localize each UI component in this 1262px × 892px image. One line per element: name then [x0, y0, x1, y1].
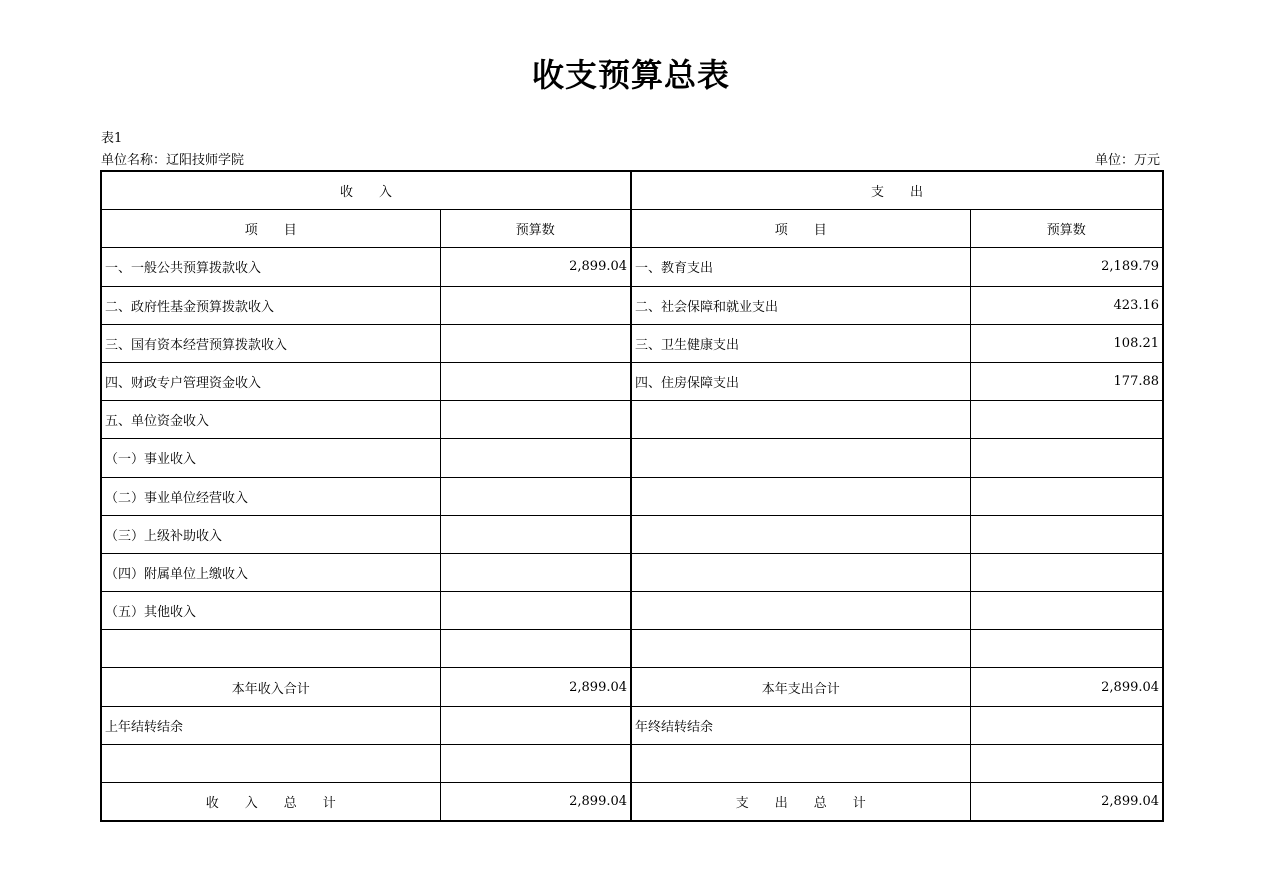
- expense-item: [631, 553, 970, 591]
- income-item: [101, 744, 440, 782]
- table-row: [101, 362, 1163, 400]
- expense-item: 二、社会保障和就业支出: [631, 286, 970, 324]
- income-item-header: 项 目: [101, 210, 440, 248]
- income-subtotal-value: 2,899.04: [440, 668, 631, 706]
- expense-value: 423.16: [970, 286, 1163, 324]
- expense-item: [631, 439, 970, 477]
- expense-value: [970, 630, 1163, 668]
- expense-value: [970, 744, 1163, 782]
- unit-name: 单位名称：辽阳技师学院: [101, 153, 245, 168]
- expense-budget-header: 预算数: [970, 210, 1163, 248]
- expense-subtotal-value: 2,899.04: [970, 668, 1163, 706]
- income-item: 一、一般公共预算拨款收入: [101, 248, 440, 286]
- income-item: （二）事业单位经营收入: [101, 477, 440, 515]
- income-total-value: 2,899.04: [440, 783, 631, 822]
- income-item: 三、国有资本经营预算拨款收入: [101, 324, 440, 362]
- income-value: [440, 477, 631, 515]
- column-header-row: [101, 210, 1163, 248]
- expense-total-label: 支 出 总 计: [631, 783, 970, 822]
- income-item: 四、财政专户管理资金收入: [101, 362, 440, 400]
- income-value: [440, 439, 631, 477]
- income-value: [440, 401, 631, 439]
- expense-item-header: 项 目: [631, 210, 970, 248]
- expense-item: [631, 515, 970, 553]
- income-value: [440, 286, 631, 324]
- expense-value: 2,189.79: [970, 248, 1163, 286]
- table-row: [101, 744, 1163, 782]
- currency-unit: 单位：万元: [1094, 153, 1160, 168]
- expense-item: 三、卫生健康支出: [631, 324, 970, 362]
- expense-value: [970, 401, 1163, 439]
- expense-value: [970, 515, 1163, 553]
- income-item: （一）事业收入: [101, 439, 440, 477]
- income-value: 2,899.04: [440, 248, 631, 286]
- table-row: [101, 630, 1163, 668]
- expense-value: [970, 477, 1163, 515]
- group-header-row: [101, 171, 1163, 210]
- table-row: [101, 553, 1163, 591]
- income-value: [440, 592, 631, 630]
- expense-group-header: 支 出: [631, 171, 1163, 210]
- income-budget-header: 预算数: [440, 210, 631, 248]
- expense-item: 四、住房保障支出: [631, 362, 970, 400]
- income-item: [101, 630, 440, 668]
- income-value: [440, 706, 631, 744]
- income-item: 二、政府性基金预算拨款收入: [101, 286, 440, 324]
- budget-summary-table: [100, 170, 1164, 822]
- expense-item: [631, 630, 970, 668]
- grand-total-row: [101, 783, 1163, 822]
- expense-item: [631, 477, 970, 515]
- expense-value: 108.21: [970, 324, 1163, 362]
- income-value: [440, 324, 631, 362]
- income-item: 五、单位资金收入: [101, 401, 440, 439]
- expense-value: [970, 439, 1163, 477]
- expense-value: [970, 706, 1163, 744]
- table-number: 表1: [101, 131, 123, 146]
- expense-item: [631, 744, 970, 782]
- expense-value: [970, 592, 1163, 630]
- table-row: [101, 324, 1163, 362]
- income-item: （五）其他收入: [101, 592, 440, 630]
- income-item: （四）附属单位上缴收入: [101, 553, 440, 591]
- table-row: [101, 706, 1163, 744]
- expense-item: [631, 401, 970, 439]
- table-row: [101, 592, 1163, 630]
- expense-value: [970, 553, 1163, 591]
- income-item: 上年结转结余: [101, 706, 440, 744]
- table-row: [101, 286, 1163, 324]
- income-value: [440, 362, 631, 400]
- income-item: （三）上级补助收入: [101, 515, 440, 553]
- subtotal-row: [101, 668, 1163, 706]
- income-value: [440, 744, 631, 782]
- table-row: [101, 439, 1163, 477]
- expense-item: [631, 592, 970, 630]
- expense-total-value: 2,899.04: [970, 783, 1163, 822]
- income-value: [440, 553, 631, 591]
- income-value: [440, 630, 631, 668]
- expense-value: 177.88: [970, 362, 1163, 400]
- page-title: 收支预算总表: [531, 56, 730, 94]
- income-subtotal-label: 本年收入合计: [101, 668, 440, 706]
- income-value: [440, 515, 631, 553]
- table-row: [101, 477, 1163, 515]
- table-row: [101, 401, 1163, 439]
- income-group-header: 收 入: [101, 171, 631, 210]
- expense-item: 年终结转结余: [631, 706, 970, 744]
- table-row: [101, 248, 1163, 286]
- expense-subtotal-label: 本年支出合计: [631, 668, 970, 706]
- table-row: [101, 515, 1163, 553]
- expense-item: 一、教育支出: [631, 248, 970, 286]
- income-total-label: 收 入 总 计: [101, 783, 440, 822]
